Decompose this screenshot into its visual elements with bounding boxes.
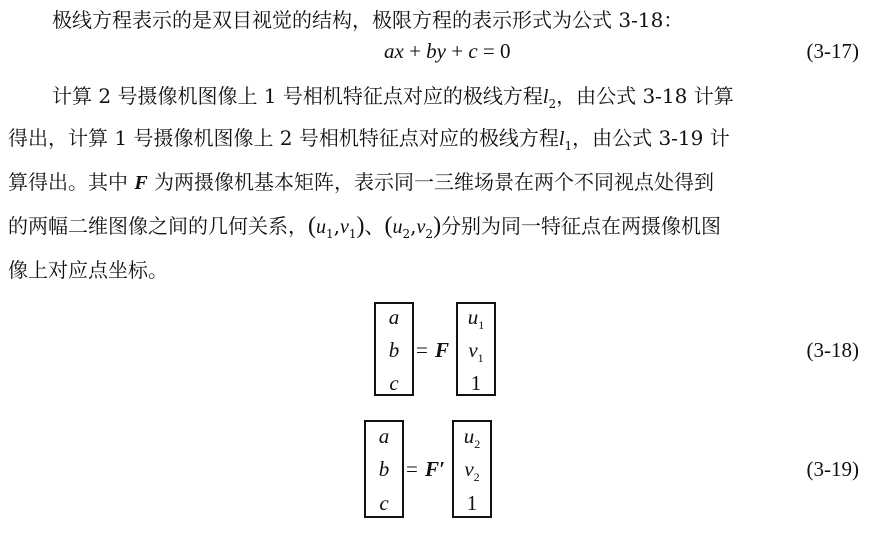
vector-cell — [458, 305, 494, 337]
vector-cell — [458, 338, 494, 370]
paren-open: ( — [384, 213, 393, 239]
eq-equals: = — [482, 39, 495, 63]
var-u: u — [316, 216, 326, 238]
paragraph-line-3 — [8, 170, 874, 195]
eq-rhs: 0 — [500, 39, 511, 63]
var-u: u — [463, 424, 475, 448]
subscript: 1 — [478, 318, 485, 332]
var-v: v — [468, 338, 478, 362]
text-span: 的两幅二维图像之间的几何关系， — [8, 214, 308, 238]
subscript: 2 — [402, 227, 411, 241]
var-u: u — [467, 305, 479, 329]
right-vector-bracket — [452, 420, 492, 518]
var-l: l — [558, 128, 565, 150]
subscript: 1 — [326, 227, 334, 241]
matrix-F: F — [134, 172, 148, 194]
matrix-F: F — [435, 338, 450, 362]
equation-number-3-17: (3-17) — [806, 39, 859, 63]
vector-cell: a — [378, 424, 390, 448]
comma: , — [410, 214, 417, 238]
eq-term-ax: ax — [384, 39, 404, 63]
comma: , — [333, 214, 340, 238]
paragraph-line-4 — [8, 214, 874, 246]
paren-open: ( — [308, 213, 316, 239]
eq-equals: = — [416, 338, 428, 362]
subscript: 1 — [564, 139, 573, 153]
eq-plus: + — [451, 39, 464, 63]
text-span: 分别为同一特征点在两摄像机图 — [441, 214, 722, 238]
vector-cell: 1 — [466, 491, 478, 515]
vector-cell: c — [379, 491, 389, 515]
subscript: 2 — [425, 227, 434, 241]
eq-term-by: by — [426, 39, 446, 63]
paren-close: ) — [433, 213, 442, 239]
left-vector-bracket — [374, 302, 414, 396]
right-vector-bracket — [456, 302, 496, 396]
eq-equals: = — [406, 457, 418, 481]
subscript: 1 — [477, 351, 484, 365]
text-span: 得出，计算 1 号摄像机图像上 2 号相机特征点对应的极线方程 — [8, 126, 559, 150]
text-span: 为两摄像机基本矩阵，表示同一三维场景在两个不同视点处得到 — [147, 170, 715, 194]
left-vector-bracket — [364, 420, 404, 518]
subscript: 2 — [474, 437, 481, 451]
subscript: 2 — [548, 97, 557, 111]
separator: 、 — [364, 214, 385, 238]
paragraph-line-1 — [8, 84, 881, 116]
eq-term-c: c — [468, 39, 478, 63]
var-v: v — [340, 216, 349, 238]
intro-text: 极线方程表示的是双目视觉的结构，极限方程的表示形式为公式 3-18： — [52, 8, 684, 32]
vector-cell — [454, 457, 490, 489]
eq-plus: + — [409, 39, 421, 63]
text-span: ，由公式 3-18 计算 — [556, 84, 734, 108]
vector-cell: a — [388, 305, 400, 329]
equation-number-3-19: (3-19) — [806, 457, 859, 481]
matrix-F-prime: F′ — [425, 457, 445, 481]
paragraph-line-5: 像上对应点坐标。 — [8, 258, 168, 282]
subscript: 1 — [348, 227, 357, 241]
text-span: ，由公式 3-19 计 — [572, 126, 730, 150]
equation-number-3-18: (3-18) — [806, 338, 859, 362]
vector-cell: b — [378, 457, 390, 481]
var-v: v — [416, 216, 426, 238]
var-u: u — [392, 216, 403, 238]
var-l: l — [542, 86, 549, 108]
subscript: 2 — [473, 470, 480, 484]
vector-cell — [454, 424, 490, 456]
vector-cell: c — [389, 371, 399, 395]
text-span: 算得出。其中 — [8, 170, 135, 194]
text-span: 计算 2 号摄像机图像上 1 号相机特征点对应的极线方程 — [52, 84, 543, 108]
equation-3-17 — [384, 39, 511, 64]
paragraph-line-2 — [8, 126, 874, 158]
vector-cell: 1 — [470, 371, 482, 395]
vector-cell: b — [388, 338, 400, 362]
var-v: v — [464, 457, 474, 481]
paren-close: ) — [356, 213, 365, 239]
